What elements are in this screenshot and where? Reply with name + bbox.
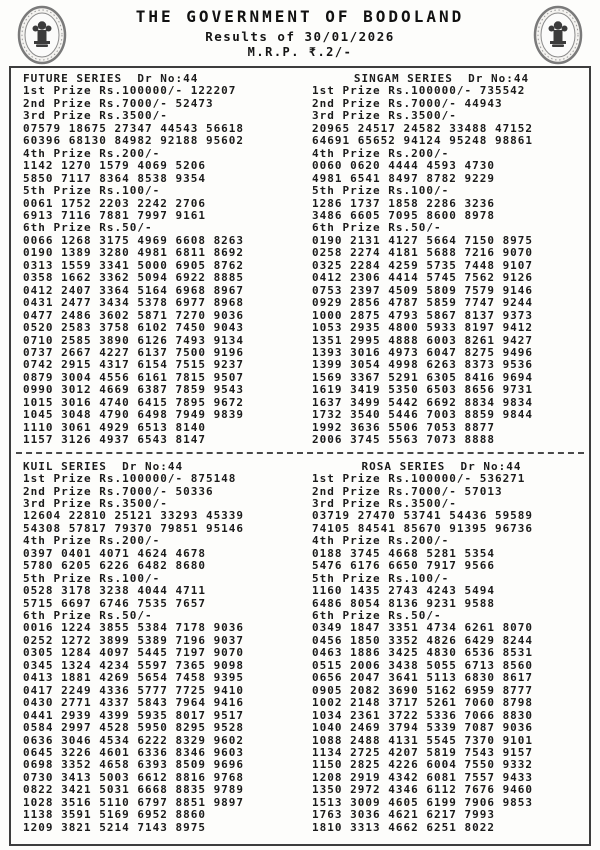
prize-label-with-winner: 1st Prize Rs.100000/- 735542 <box>312 84 526 98</box>
prize-label: 5th Prize Rs.100/- <box>23 571 161 585</box>
prize-label: 4th Prize Rs.200/- <box>23 146 161 160</box>
series-title: KUIL SERIES Dr No:44 <box>23 459 184 473</box>
winning-numbers-row: 1513 3009 4605 6199 7906 9853 <box>312 795 534 809</box>
series-block-kuil <box>11 460 300 835</box>
series-block-future <box>11 72 300 447</box>
winning-numbers-row: 0061 1752 2203 2242 2706 <box>23 196 206 210</box>
winning-numbers-row: 0397 0401 4071 4624 4678 <box>23 546 206 560</box>
winning-numbers-row: 0305 1284 4097 5445 7197 9070 <box>23 646 245 660</box>
winning-numbers-row: 0190 2131 4127 5664 7150 8975 <box>312 233 534 247</box>
winning-numbers-row: 0417 2249 4336 5777 7725 9410 <box>23 683 245 697</box>
prize-label-with-winner: 1st Prize Rs.100000/- 122207 <box>23 84 237 98</box>
winning-numbers-row: 1350 2972 4346 6112 7676 9460 <box>312 783 534 797</box>
series-title: FUTURE SERIES Dr No:44 <box>23 72 199 85</box>
winning-numbers-row: 0431 2477 3434 5378 6977 8968 <box>23 296 245 310</box>
series-block-rosa <box>300 460 589 835</box>
winning-numbers-row: 1040 2469 3794 5339 7087 9036 <box>312 721 534 735</box>
prize-label: 6th Prize Rs.50/- <box>23 221 153 235</box>
government-seal-icon <box>16 5 68 65</box>
winning-numbers-row: 1810 3313 4662 6251 8022 <box>312 820 495 834</box>
winning-numbers-row: 3486 6605 7095 8600 8978 <box>312 208 495 222</box>
winning-numbers-row: 1138 3591 5169 6952 8860 <box>23 808 206 822</box>
winning-numbers-row: 1134 2725 4207 5819 7543 9157 <box>312 746 534 760</box>
winning-numbers-row: 1110 3061 4929 6513 8140 <box>23 420 206 434</box>
winning-numbers-row: 1286 1737 1858 2286 3236 <box>312 196 495 210</box>
winning-numbers-row: 0730 3413 5003 6612 8816 9768 <box>23 770 245 784</box>
winning-numbers-row: 1992 3636 5506 7053 8877 <box>312 420 495 434</box>
winning-numbers-row: 1569 3367 5291 6305 8416 9694 <box>312 370 534 384</box>
prize-label-with-winner: 2nd Prize Rs.7000/- 57013 <box>312 484 503 498</box>
winning-numbers-row: 0325 2284 4259 5735 7448 9107 <box>312 258 534 272</box>
winning-numbers-row: 0698 3352 4658 6393 8509 9696 <box>23 758 245 772</box>
winning-numbers-row: 0905 2082 3690 5162 6959 8777 <box>312 683 534 697</box>
winning-numbers-row: 1208 2919 4342 6081 7557 9433 <box>312 770 534 784</box>
winning-numbers-row: 0528 3178 3238 4044 4711 <box>23 584 206 598</box>
prize-label: 6th Prize Rs.50/- <box>312 221 442 235</box>
winning-numbers-row: 1000 2875 4793 5867 8137 9373 <box>312 308 534 322</box>
winning-numbers-row: 0656 2047 3641 5113 6830 8617 <box>312 671 534 685</box>
winning-numbers-row: 0463 1886 3425 4830 6536 8531 <box>312 646 534 660</box>
winning-numbers-row: 0412 2407 3364 5164 6968 8967 <box>23 283 245 297</box>
winning-numbers-row: 1002 2148 3717 5261 7060 8798 <box>312 696 534 710</box>
winning-numbers-row: 1015 3016 4740 6415 7895 9672 <box>23 395 245 409</box>
prize-label: 4th Prize Rs.200/- <box>23 534 161 548</box>
page-header <box>0 0 600 64</box>
prize-label: 4th Prize Rs.200/- <box>312 534 450 548</box>
winning-numbers-row: 6486 8054 8136 9231 9588 <box>312 596 495 610</box>
winning-numbers-row: 0737 2667 4227 6137 7500 9196 <box>23 345 245 359</box>
winning-numbers-row: 60396 68130 84982 92188 95602 <box>23 134 245 148</box>
winning-numbers-row: 5850 7117 8364 8538 9354 <box>23 171 206 185</box>
winning-numbers-row: 1034 2361 3722 5336 7066 8830 <box>312 708 534 722</box>
prize-label: 5th Prize Rs.100/- <box>23 184 161 198</box>
winning-numbers-row: 0066 1268 3175 4969 6608 8263 <box>23 233 245 247</box>
winning-numbers-row: 5476 6176 6650 7917 9566 <box>312 559 495 573</box>
winning-numbers-row: 1393 3016 4973 6047 8275 9496 <box>312 345 534 359</box>
winning-numbers-row: 0188 3745 4668 5281 5354 <box>312 546 495 560</box>
winning-numbers-row: 5780 6205 6226 6482 8680 <box>23 559 206 573</box>
winning-numbers-row: 0345 1324 4234 5597 7365 9098 <box>23 658 245 672</box>
title-block <box>68 5 532 59</box>
winning-numbers-row: 20965 24517 24582 33488 47152 <box>312 121 534 135</box>
winning-numbers-row: 0349 1847 3351 4734 6261 8070 <box>312 621 534 635</box>
winning-numbers-row: 5715 6697 6746 7535 7657 <box>23 596 206 610</box>
winning-numbers-row: 0258 2274 4181 5688 7216 9070 <box>312 246 534 260</box>
winning-numbers-row: 0016 1224 3855 5384 7178 9036 <box>23 621 245 635</box>
prize-label: 5th Prize Rs.100/- <box>312 184 450 198</box>
winning-numbers-row: 0477 2486 3602 5871 7270 9036 <box>23 308 245 322</box>
prize-label-with-winner: 2nd Prize Rs.7000/- 52473 <box>23 96 214 110</box>
winning-numbers-row: 0413 1881 4269 5654 7458 9395 <box>23 671 245 685</box>
prize-label-with-winner: 1st Prize Rs.100000/- 536271 <box>312 472 526 486</box>
winning-numbers-row: 0990 3012 4669 6387 7859 9543 <box>23 383 245 397</box>
winning-numbers-row: 1028 3516 5110 6797 8851 9897 <box>23 795 245 809</box>
winning-numbers-row: 1351 2995 4888 6003 8261 9427 <box>312 333 534 347</box>
winning-numbers-row: 0430 2771 4337 5843 7964 9416 <box>23 696 245 710</box>
winning-numbers-row: 12604 22810 25121 33293 45339 <box>23 509 245 523</box>
winning-numbers-row: 0822 3421 5031 6668 8835 9789 <box>23 783 245 797</box>
prize-label: 3rd Prize Rs.3500/- <box>312 496 457 510</box>
winning-numbers-row: 0636 3046 4534 6222 8329 9602 <box>23 733 245 747</box>
prize-label: 3rd Prize Rs.3500/- <box>312 109 457 123</box>
winning-numbers-row: 1088 2488 4131 5545 7370 9101 <box>312 733 534 747</box>
winning-numbers-row: 0060 0620 4444 4593 4730 <box>312 159 495 173</box>
winning-numbers-row: 0358 1662 3362 5094 6922 8885 <box>23 271 245 285</box>
winning-numbers-row: 74105 84541 85670 91395 96736 <box>312 521 534 535</box>
series-title: ROSA SERIES Dr No:44 <box>361 459 522 473</box>
prize-label: 5th Prize Rs.100/- <box>312 571 450 585</box>
winning-numbers-row: 1160 1435 2743 4243 5494 <box>312 584 495 598</box>
winning-numbers-row: 54308 57817 79370 79851 95146 <box>23 521 245 535</box>
series-block-singam <box>300 72 589 447</box>
prize-label: 4th Prize Rs.200/- <box>312 146 450 160</box>
series-title: SINGAM SERIES Dr No:44 <box>353 72 530 85</box>
winning-numbers-row: 1053 2935 4800 5933 8197 9412 <box>312 321 534 335</box>
results-top-half <box>11 72 589 447</box>
page-title: THE GOVERNMENT OF BODOLAND <box>135 7 465 26</box>
prize-label: 6th Prize Rs.50/- <box>312 609 442 623</box>
winning-numbers-row: 07579 18675 27347 44543 56618 <box>23 121 245 135</box>
winning-numbers-row: 0645 3226 4601 6336 8346 9603 <box>23 746 245 760</box>
winning-numbers-row: 0879 3004 4556 6161 7815 9507 <box>23 370 245 384</box>
winning-numbers-row: 0520 2583 3758 6102 7450 9043 <box>23 321 245 335</box>
results-bottom-half <box>11 460 589 835</box>
winning-numbers-row: 1150 2825 4226 6004 7550 9332 <box>312 758 534 772</box>
winning-numbers-row: 1732 3540 5446 7003 8859 9844 <box>312 408 534 422</box>
winning-numbers-row: 0753 2397 4509 5809 7579 9146 <box>312 283 534 297</box>
winning-numbers-row: 0515 2006 3438 5055 6713 8560 <box>312 658 534 672</box>
winning-numbers-row: 1157 3126 4937 6543 8147 <box>23 433 206 447</box>
prize-label: 3rd Prize Rs.3500/- <box>23 496 168 510</box>
results-table <box>9 66 591 846</box>
winning-numbers-row: 0929 2856 4787 5859 7747 9244 <box>312 296 534 310</box>
winning-numbers-row: 1142 1270 1579 4069 5206 <box>23 159 206 173</box>
winning-numbers-row: 1045 3048 4790 6498 7949 9839 <box>23 408 245 422</box>
winning-numbers-row: 03719 27470 53741 54436 59589 <box>312 509 534 523</box>
winning-numbers-row: 0252 1272 3899 5389 7196 9037 <box>23 633 245 647</box>
winning-numbers-row: 1209 3821 5214 7143 8975 <box>23 820 206 834</box>
winning-numbers-row: 6913 7116 7881 7997 9161 <box>23 208 206 222</box>
winning-numbers-row: 1619 3419 5350 6503 8656 9731 <box>312 383 534 397</box>
winning-numbers-row: 0710 2585 3890 6126 7493 9134 <box>23 333 245 347</box>
winning-numbers-row: 4981 6541 8497 8782 9229 <box>312 171 495 185</box>
winning-numbers-row: 0313 1559 3341 5000 6905 8762 <box>23 258 245 272</box>
winning-numbers-row: 0456 1850 3352 4826 6429 8244 <box>312 633 534 647</box>
winning-numbers-row: 1763 3036 4621 6217 7993 <box>312 808 495 822</box>
winning-numbers-row: 0441 2939 4399 5935 8017 9517 <box>23 708 245 722</box>
results-date: Results of 30/01/2026 <box>205 29 395 44</box>
government-seal-icon <box>532 5 584 65</box>
series-separator <box>16 452 584 454</box>
prize-label-with-winner: 2nd Prize Rs.7000/- 44943 <box>312 96 503 110</box>
mrp-label: M.R.P. ₹.2/- <box>247 45 353 59</box>
prize-label: 3rd Prize Rs.3500/- <box>23 109 168 123</box>
prize-label-with-winner: 1st Prize Rs.100000/- 875148 <box>23 472 237 486</box>
prize-label: 6th Prize Rs.50/- <box>23 609 153 623</box>
winning-numbers-row: 1399 3054 4998 6263 8373 9536 <box>312 358 534 372</box>
winning-numbers-row: 64691 65652 94124 95248 98861 <box>312 134 534 148</box>
winning-numbers-row: 2006 3745 5563 7073 8888 <box>312 433 495 447</box>
winning-numbers-row: 0412 2306 4414 5745 7562 9126 <box>312 271 534 285</box>
winning-numbers-row: 0742 2915 4317 6154 7515 9237 <box>23 358 245 372</box>
winning-numbers-row: 1637 3499 5442 6692 8834 9834 <box>312 395 534 409</box>
winning-numbers-row: 0584 2997 4528 5950 8295 9528 <box>23 721 245 735</box>
winning-numbers-row: 0190 1389 3280 4981 6811 8692 <box>23 246 245 260</box>
prize-label-with-winner: 2nd Prize Rs.7000/- 50336 <box>23 484 214 498</box>
